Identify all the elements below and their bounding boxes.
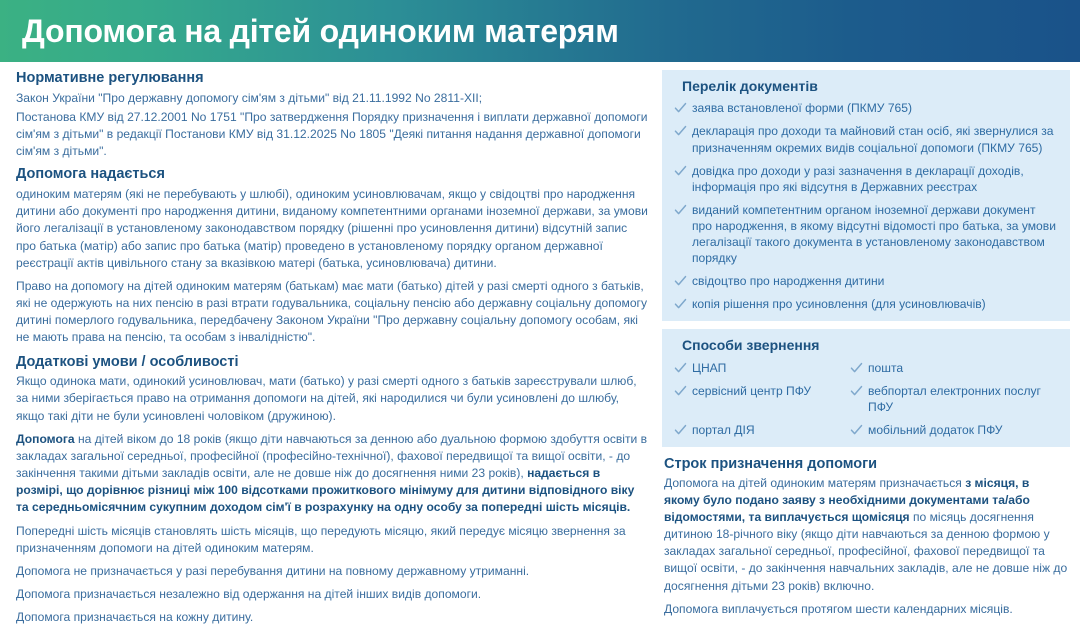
check-icon (674, 203, 687, 217)
extra-amount-text (16, 431, 648, 517)
list-item (674, 422, 846, 438)
list-item (674, 202, 1058, 266)
left-column (16, 70, 656, 625)
list-item-label: декларація про доходи та майновий стан осіб, які звернулися за призначенням окремих видів соціальної допомоги (ПКМУ 765) (692, 124, 1054, 155)
list-item-label: пошта (868, 360, 904, 375)
term-lead: Допомога на дітей одиноким матерям призначається (664, 475, 966, 490)
list-item (850, 383, 1058, 415)
check-icon (674, 297, 687, 311)
extra-marriage-text: Якщо одинока мати, одинокий усиновлювач, мати (батько) у разі смерті одного з батьків зареєстрували шлюб, за ними зберігається право на отримання допомоги на дітей, які народилися чи були усиновлені до шлюбу, якщо такі діти не були усиновлені чоловіком (дружиною). (16, 374, 637, 423)
section-regulation-heading: Нормативне регулювання (16, 70, 204, 86)
page-body (0, 62, 1080, 625)
list-item (850, 360, 1058, 376)
regulation-resolution-text: Постанова КМУ від 27.12.2001 No 1751 "Про затвердження Порядку призначення і виплати державної допомоги сім'ям з дітьми" в редакції Постанови КМУ від 31.12.2025 No 1805 "Деякі питання надання державної допомоги сім'ям з дітьми". (16, 109, 648, 159)
check-icon (674, 274, 687, 288)
list-item-label: портал ДІЯ (692, 422, 755, 437)
check-icon (850, 361, 863, 375)
term-heading: Строк призначення допомоги (664, 455, 878, 472)
list-item-label: копія рішення про усиновлення (для усиновлювачів) (692, 297, 986, 312)
check-icon (674, 423, 687, 437)
check-icon (674, 101, 687, 115)
documents-list (674, 100, 1058, 312)
check-icon (674, 164, 687, 178)
page-title: Допомога на дітей одиноким матерям (22, 13, 619, 49)
regulation-law-text: Закон України "Про державну допомогу сім'ям з дітьми" від 21.11.1992 No 2811-XII; (16, 90, 483, 105)
granted-right-text: Право на допомогу на дітей одиноким матерям (батькам) має мати (батько) дітей у разі смерті одного з батьків, які не одержують на них пенсію в разі втрати годувальника, соціальну пенсію або державну соціальну допомогу дитині померлого годувальника, передбачену Законом України "Про державну соціальну допомогу особам, які не мають права на пенсію, та особам з інвалідністю". (16, 278, 648, 345)
term-section (662, 456, 1070, 618)
list-item (674, 163, 1058, 195)
list-item-label: заява встановленої форми (ПКМУ 765) (692, 101, 913, 116)
check-icon (674, 384, 687, 398)
list-item-label: мобільний додаток ПФУ (868, 422, 1003, 437)
section-extra-conditions (16, 354, 648, 626)
page-header-banner (0, 0, 1080, 62)
extra-amount-lead: Допомога (16, 431, 75, 446)
list-item (674, 123, 1058, 155)
list-item (674, 383, 846, 415)
check-icon (850, 384, 863, 398)
list-item-label: виданий компетентним органом іноземної держави документ про народження, в якому відсутні відомості про батька, за умови легалізації такого документа в установленому законодавством порядку (692, 202, 1056, 266)
channels-panel-heading: Способи звернення (682, 337, 820, 354)
extra-amount-middle: на дітей віком до 18 років (якщо діти навчаються за денною або дуальною формою здобуття освіти в закладах загальної середньої, професійної (професійно-технічної), фахової передвищої та вищої освіти, - до закінчення такими дітьми закладів освіти, але не довше ніж до досягнення ними 23 років), (16, 431, 648, 481)
extra-six-months-text: Попередні шість місяців становлять шість місяців, що передують місяцю, який передує місяцю звернення за призначенням допомоги на дітей одиноким матерям. (16, 523, 626, 555)
term-main-text (664, 475, 1068, 595)
channels-panel (662, 329, 1070, 447)
right-column (662, 70, 1070, 616)
list-item-label: сервісний центр ПФУ (692, 383, 812, 398)
list-item (850, 422, 1058, 438)
check-icon (674, 361, 687, 375)
granted-eligibility-text: одиноким матерям (які не перебувають у шлюбі), одиноким усиновлювачам, якщо у свідоцтві про народження дитини або документі про народження дитини, виданому компетентними органами іноземної держави, за умови його легалізації в установленому законодавством порядку (рішенні про усиновлення дитини) відсутній запис про батька (матір) або запис про батька (матір) проведено в установленому порядку органом державної реєстрації актів цивільного стану за вказівкою матері (батька, усиновлювача) дитини. (16, 187, 648, 270)
list-item (674, 273, 1058, 289)
extra-amount-bold-tail: надається в розмірі, що дорівнює різниці між 100 відсотками прожиткового мінімуму для дитини відповідного віку та середньомісячним сукупним доходом сім'ї в розрахунку на одну особу за попередні шість місяців. (16, 466, 635, 515)
list-item (674, 360, 846, 376)
list-item-label: ЦНАП (692, 360, 727, 375)
section-granted-heading: Допомога надається (16, 166, 165, 183)
extra-state-care-text: Допомога не призначається у разі перебування дитини на повному державному утриманні. (16, 563, 530, 578)
extra-independent-text: Допомога призначається незалежно від одержання на дітей інших видів допомоги. (16, 587, 482, 602)
list-item-label: свідоцтво про народження дитини (692, 274, 885, 289)
documents-panel (662, 70, 1070, 321)
list-item-label: довідка про доходи у разі зазначення в декларації доходів, інформація про які відсутня в Державних реєстрах (692, 163, 1024, 194)
documents-panel-heading: Перелік документів (682, 78, 818, 94)
section-granted (16, 166, 648, 346)
extra-per-child-text: Допомога призначається на кожну дитину. (16, 610, 254, 625)
list-item (674, 100, 1058, 116)
list-item-label: вебпортал електронних послуг ПФУ (868, 383, 1041, 414)
check-icon (850, 423, 863, 437)
section-extra-heading: Додаткові умови / особливості (16, 353, 239, 370)
channels-list (674, 360, 1058, 438)
check-icon (674, 124, 687, 138)
section-regulation (16, 70, 648, 160)
term-bold: з місяця, в якому було подано заяву з необхідними документами та/або відомостями, та виплачується щомісяця (664, 475, 1030, 524)
term-payout-text: Допомога виплачується протягом шести календарних місяців. (664, 601, 1013, 616)
term-tail: по місяць досягнення дитиною 18-річного віку (якщо діти навчаються за денною формою у закладах загальної середньої, професійної, фахової передвищої та вищої освіти, - до закінчення навчальних закладів, але не довше ніж до досягнення дітьми 23 років) включно. (664, 509, 1068, 593)
list-item (674, 296, 1058, 312)
